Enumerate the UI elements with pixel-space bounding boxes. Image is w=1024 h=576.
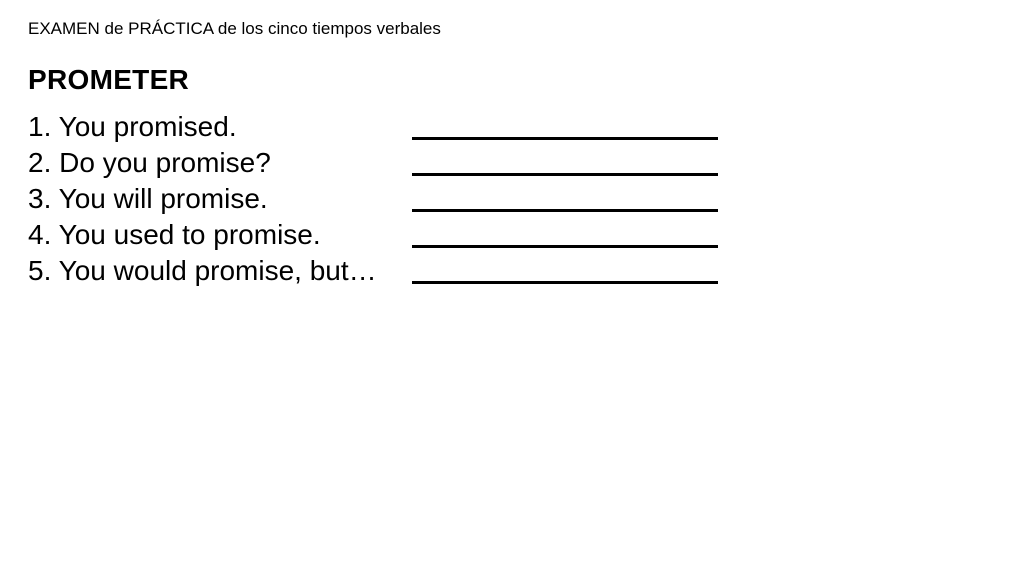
question-text: 1. You promised. [28, 111, 237, 142]
answer-blank [412, 209, 718, 212]
question-list [28, 109, 718, 289]
question-text: 4. You used to promise. [28, 219, 321, 250]
question-item-2 [28, 145, 718, 181]
question-item-5 [28, 253, 718, 289]
answer-blank [412, 245, 718, 248]
answer-blank [412, 281, 718, 284]
question-item-1 [28, 109, 718, 145]
answer-blank [412, 137, 718, 140]
exam-header: EXAMEN de PRÁCTICA de los cinco tiempos verbales [28, 19, 441, 38]
question-item-3 [28, 181, 718, 217]
verb-title: PROMETER [28, 64, 190, 95]
question-text: 5. You would promise, but… [28, 255, 377, 286]
question-item-4 [28, 217, 718, 253]
answer-blank [412, 173, 718, 176]
question-text: 3. You will promise. [28, 183, 268, 214]
question-text: 2. Do you promise? [28, 147, 271, 178]
